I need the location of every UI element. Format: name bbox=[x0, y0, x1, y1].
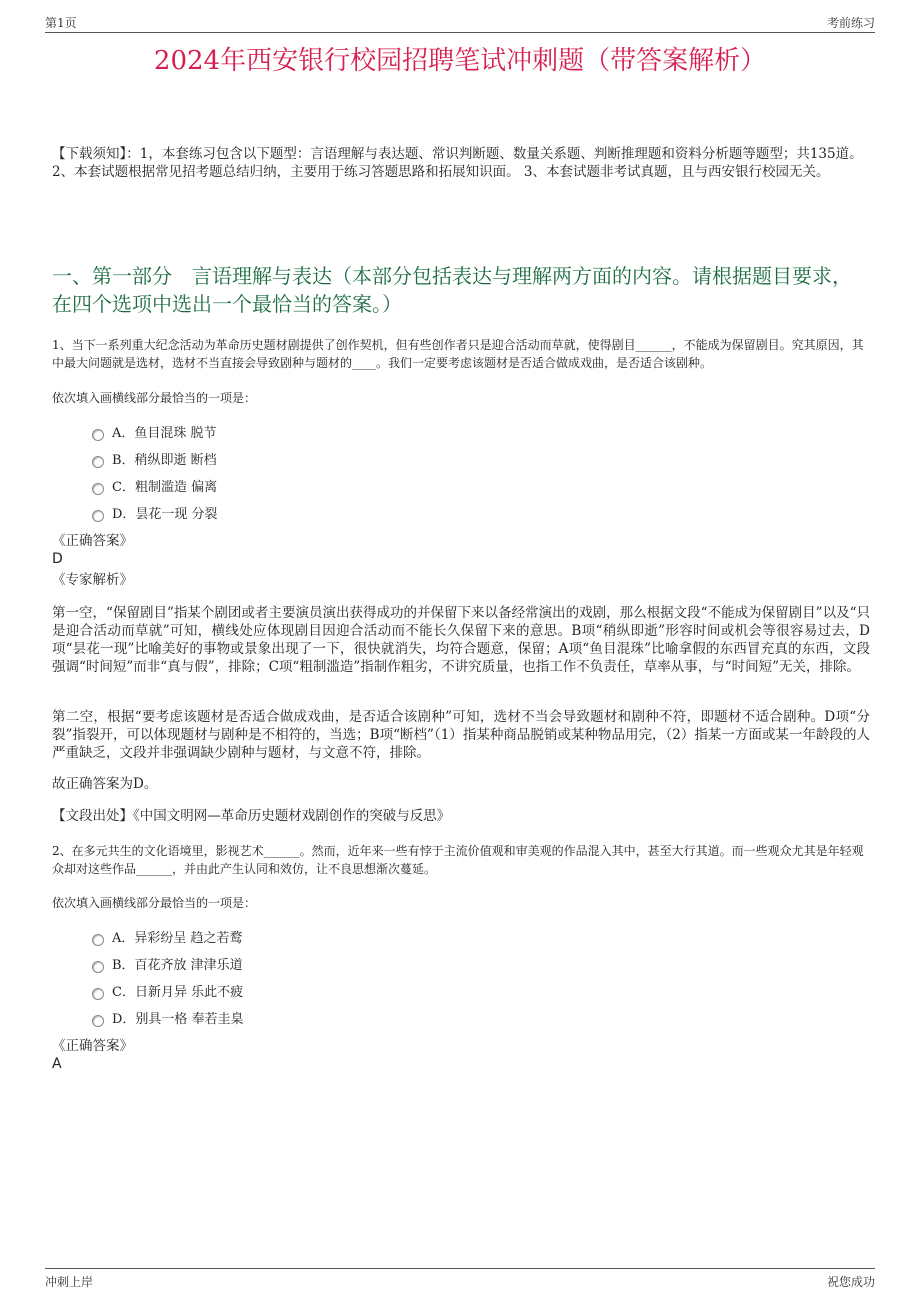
footer-right: 祝您成功 bbox=[826, 1275, 875, 1289]
question-1-source: 【文段出处】《中国文明网—革命历史题材戏剧创作的突破与反思》 bbox=[52, 808, 451, 824]
question-2-stem: 2、在多元共生的文化语境里，影视艺术______。然而，近年来一些有悖于主流价值观和审美观的作品混入其中，甚至大行其道。而一些观众尤其是年轻观众却对这些作品______，并由此产生认同和效仿，让不良思想渐次蔓延。 bbox=[52, 844, 864, 876]
question-1-analysis-paragraph-1: 第一空，“保留剧目”指某个剧团或者主要演员演出获得成功的并保留下来以备经常演出的戏剧，那么根据文段“不能成为保留剧目”以及“只是迎合活动而草就”可知，横线处应体现剧目因迎合活动而不能长久保留下来的意思。B项“稍纵即逝”形容时间或机会等很容易过去，D项“昙花一现”比喻美好的事物或景象出现了一下，很快就消失，均符合题意，保留；A项“鱼目混珠”比喻拿假的东西冒充真的东西，文段强调“时间短”而非“真与假”，排除；C项“粗制滥造”指制作粗劣，不讲究质量，也指工作不负责任，草率从事，与“时间短”无关，排除。 bbox=[52, 605, 870, 675]
question-2-prompt: 依次填入画横线部分最恰当的一项是： bbox=[52, 896, 257, 910]
page-number: 第1页 bbox=[45, 16, 77, 30]
question-1-analysis-paragraph-2: 第二空，根据“要考虑该题材是否适合做成戏曲，是否适合该剧种”可知，选材不当会导致题材和剧种不符，即题材不适合剧种。D项“分裂”指裂开，可以体现题材与剧种是不相符的，当选；B项“断档”（1）指某种商品脱销或某种物品用完，（2）指某一方面或某一年龄段的人严重缺乏，文段并非强调缺少剧种与题材，与文意不符，排除。 bbox=[52, 709, 870, 761]
question-2-option-d[interactable]: D．别具一格 奉若圭臬 bbox=[92, 1004, 244, 1031]
question-1-option-b[interactable]: B．稍纵即逝 断档 bbox=[92, 445, 218, 472]
radio-icon[interactable] bbox=[92, 934, 104, 946]
question-1-option-d[interactable]: D．昙花一现 分裂 bbox=[92, 499, 218, 526]
question-1-analysis-label: 《专家解析》 bbox=[52, 572, 133, 588]
question-2-options bbox=[92, 923, 244, 1031]
question-1-answer-label: 《正确答案》 bbox=[52, 533, 133, 549]
question-2-answer-label: 《正确答案》 bbox=[52, 1038, 133, 1054]
question-1-answer: D bbox=[52, 551, 63, 567]
question-2-option-a[interactable]: A．异彩纷呈 趋之若鹜 bbox=[92, 923, 244, 950]
question-1-prompt: 依次填入画横线部分最恰当的一项是： bbox=[52, 391, 257, 405]
question-1-conclusion: 故正确答案为D。 bbox=[52, 776, 158, 792]
question-1-option-a[interactable]: A．鱼目混珠 脱节 bbox=[92, 418, 218, 445]
page-title: 2024年西安银行校园招聘笔试冲刺题（带答案解析） bbox=[153, 46, 767, 76]
radio-icon[interactable] bbox=[92, 456, 104, 468]
question-1-option-c[interactable]: C．粗制滥造 偏离 bbox=[92, 472, 218, 499]
radio-icon[interactable] bbox=[92, 988, 104, 1000]
question-1-options bbox=[92, 418, 218, 526]
header-label: 考前练习 bbox=[826, 16, 875, 30]
section-title: 一、第一部分 言语理解与表达（本部分包括表达与理解两方面的内容。请根据题目要求，在四个选项中选出一个最恰当的答案。） bbox=[52, 264, 852, 316]
page-header bbox=[45, 14, 875, 33]
footer-left: 冲刺上岸 bbox=[45, 1275, 94, 1289]
question-2-option-c[interactable]: C．日新月异 乐此不疲 bbox=[92, 977, 244, 1004]
question-2-option-b[interactable]: B．百花齐放 津津乐道 bbox=[92, 950, 244, 977]
radio-icon[interactable] bbox=[92, 1015, 104, 1027]
radio-icon[interactable] bbox=[92, 510, 104, 522]
question-2-answer: A bbox=[52, 1056, 62, 1072]
page-footer bbox=[45, 1268, 875, 1289]
question-1-stem: 1、当下一系列重大纪念活动为革命历史题材剧提供了创作契机，但有些创作者只是迎合活动而草就，使得剧目______，不能成为保留剧目。究其原因，其中最大问题就是选材，选材不当直接会导致剧种与题材的____。我们一定要考虑该题材是否适合做成戏曲，是否适合该剧种。 bbox=[52, 338, 864, 370]
radio-icon[interactable] bbox=[92, 429, 104, 441]
radio-icon[interactable] bbox=[92, 961, 104, 973]
download-notice: 【下载须知】：1，本套练习包含以下题型：言语理解与表达题、常识判断题、数量关系题、判断推理题和资料分析题等题型；共135道。 2、本套试题根据常见招考题总结归纳，主要用于练习答题思路和拓展知识面。 3、本套试题非考试真题，且与西安银行校园无关。 bbox=[52, 146, 863, 180]
radio-icon[interactable] bbox=[92, 483, 104, 495]
